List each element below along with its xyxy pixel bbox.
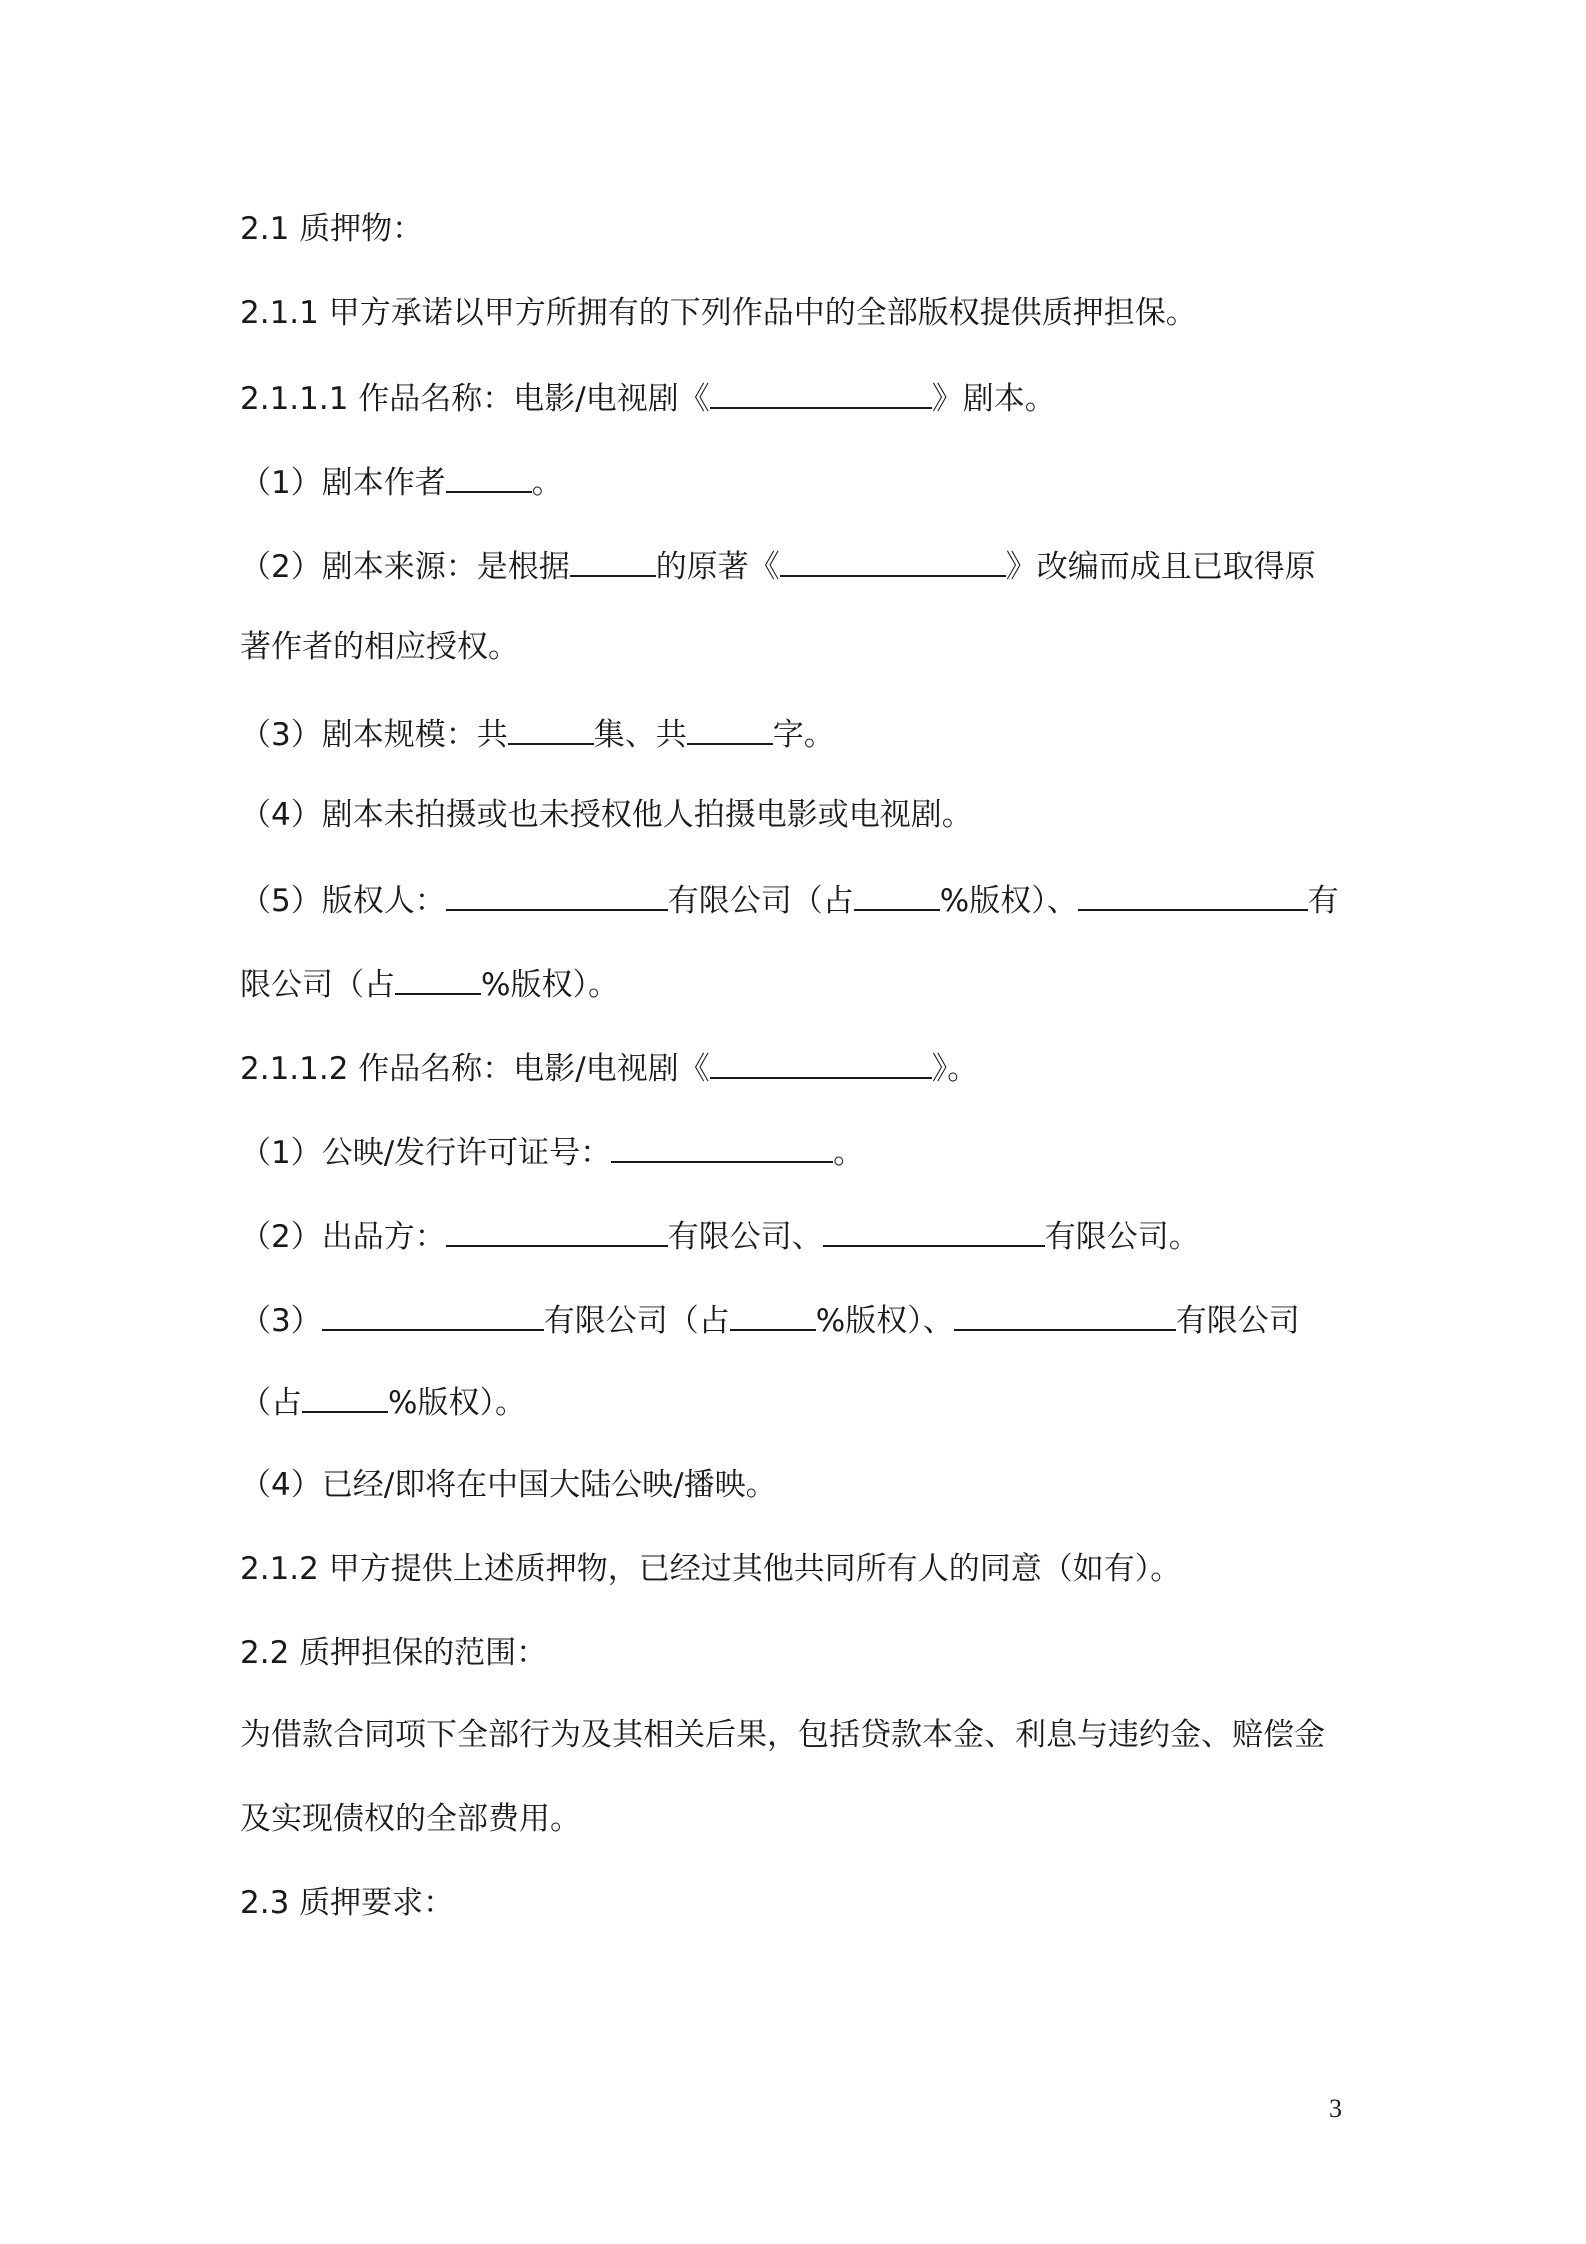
scope-paragraph-cont: 及实现债权的全部费用。: [240, 1801, 581, 1837]
clause-2-1-1: 2.1.1 甲方承诺以甲方所拥有的下列作品中的全部版权提供质押担保。: [240, 295, 1197, 331]
item-script-scale: （3）剧本规模：共 集、共 字。: [240, 713, 835, 755]
blank-field[interactable]: [302, 1381, 388, 1413]
item-copyright-share: （3） 有限公司（占 %版权）、 有限公司: [240, 1299, 1300, 1341]
blank-field[interactable]: [710, 377, 932, 409]
item-copyright-holder: （5）版权人： 有限公司（占 %版权）、 有: [240, 879, 1339, 921]
blank-field[interactable]: [446, 461, 532, 493]
clause-2-1-1-2: 2.1.1.2 作品名称：电影/电视剧《 》。: [240, 1047, 978, 1089]
section-2-1-heading: 2.1 质押物：: [240, 211, 424, 247]
blank-field[interactable]: [954, 1299, 1176, 1331]
item-license-number: （1）公映/发行许可证号： 。: [240, 1131, 864, 1173]
item-copyright-holder-cont: 限公司（占 %版权）。: [240, 963, 619, 1005]
blank-field[interactable]: [395, 963, 481, 995]
blank-field[interactable]: [322, 1299, 544, 1331]
item-producer: （2）出品方： 有限公司、 有限公司。: [240, 1215, 1200, 1257]
blank-field[interactable]: [508, 713, 594, 745]
item-script-source-cont: 著作者的相应授权。: [240, 629, 519, 665]
blank-field[interactable]: [611, 1131, 833, 1163]
blank-field[interactable]: [1078, 879, 1308, 911]
clause-2-1-1-1: 2.1.1.1 作品名称：电影/电视剧《 》剧本。: [240, 377, 1056, 419]
blank-field[interactable]: [687, 713, 773, 745]
blank-field[interactable]: [446, 879, 668, 911]
item-copyright-share-cont: （占 %版权）。: [240, 1381, 526, 1423]
blank-field[interactable]: [823, 1215, 1045, 1247]
blank-field[interactable]: [710, 1047, 932, 1079]
blank-field[interactable]: [446, 1215, 668, 1247]
blank-field[interactable]: [570, 545, 656, 577]
item-script-source: （2）剧本来源：是根据 的原著《 》改编而成且已取得原: [240, 545, 1316, 587]
item-release: （4）已经/即将在中国大陆公映/播映。: [240, 1467, 777, 1503]
item-script-not-shot: （4）剧本未拍摄或也未授权他人拍摄电影或电视剧。: [240, 797, 973, 833]
page-number: 3: [1329, 2094, 1342, 2123]
section-2-2-heading: 2.2 质押担保的范围：: [240, 1635, 548, 1671]
blank-field[interactable]: [854, 879, 940, 911]
blank-field[interactable]: [730, 1299, 816, 1331]
item-script-author: （1）剧本作者 。: [240, 461, 563, 503]
clause-2-1-2: 2.1.2 甲方提供上述质押物，已经过其他共同所有人的同意（如有）。: [240, 1551, 1182, 1587]
section-2-3-heading: 2.3 质押要求：: [240, 1885, 455, 1921]
blank-field[interactable]: [780, 545, 1006, 577]
scope-paragraph: 为借款合同项下全部行为及其相关后果，包括贷款本金、利息与违约金、赔偿金: [240, 1717, 1325, 1753]
